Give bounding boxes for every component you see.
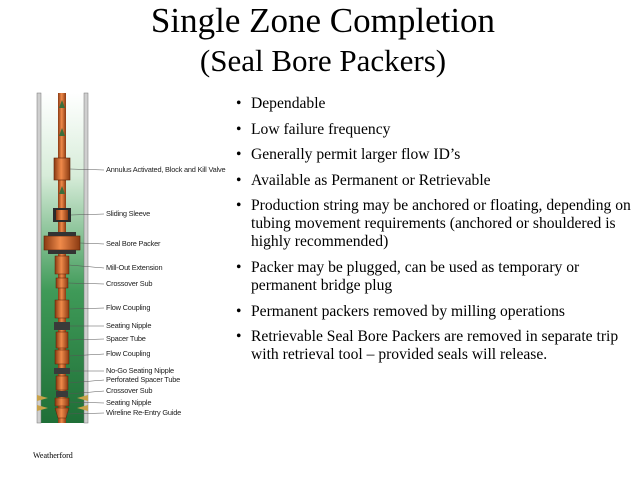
diagram-labels xyxy=(0,0,240,430)
bullet-item: • Production string may be anchored or floating, depending on tubing movement requirements (anchored or shouldered is highly recommended) xyxy=(236,197,631,251)
label-no-go-seating-nipple: No-Go Seating Nipple xyxy=(106,366,174,375)
label-flow-coupling-2: Flow Coupling xyxy=(106,349,151,358)
label-sliding-sleeve: Sliding Sleeve xyxy=(106,209,151,218)
bullet-item: • Permanent packers removed by milling operations xyxy=(236,303,631,321)
bullet-item: • Available as Permanent or Retrievable xyxy=(236,172,631,190)
label-mill-out-extension: Mill-Out Extension xyxy=(106,263,163,272)
label-seating-nipple-2: Seating Nipple xyxy=(106,398,152,407)
slide-title: Single Zone Completion xyxy=(150,1,496,40)
label-crossover-sub-2: Crossover Sub xyxy=(106,386,153,395)
bullet-list xyxy=(236,95,631,372)
label-seal-bore-packer: Seal Bore Packer xyxy=(106,239,161,248)
label-flow-coupling: Flow Coupling xyxy=(106,303,151,312)
label-perforated-spacer-tube: Perforated Spacer Tube xyxy=(106,375,181,384)
bullet-item: • Packer may be plugged, can be used as temporary or permanent bridge plug xyxy=(236,259,631,295)
label-crossover-sub: Crossover Sub xyxy=(106,279,153,288)
bullet-item: • Dependable xyxy=(236,95,631,113)
footer-brand: Weatherford xyxy=(33,451,73,460)
label-seating-nipple: Seating Nipple xyxy=(106,321,152,330)
bullet-item: • Generally permit larger flow ID’s xyxy=(236,146,631,164)
label-spacer-tube: Spacer Tube xyxy=(106,334,146,343)
bullet-item: • Retrievable Seal Bore Packers are removed in separate trip with retrieval tool – provided seals will release. xyxy=(236,328,631,364)
bullet-item: • Low failure frequency xyxy=(236,121,631,139)
label-wireline-re-entry-guide: Wireline Re-Entry Guide xyxy=(106,408,182,417)
slide-subtitle: (Seal Bore Packers) xyxy=(199,43,447,78)
label-block-kill-valve: Annulus Activated, Block and Kill Valve xyxy=(106,165,226,174)
